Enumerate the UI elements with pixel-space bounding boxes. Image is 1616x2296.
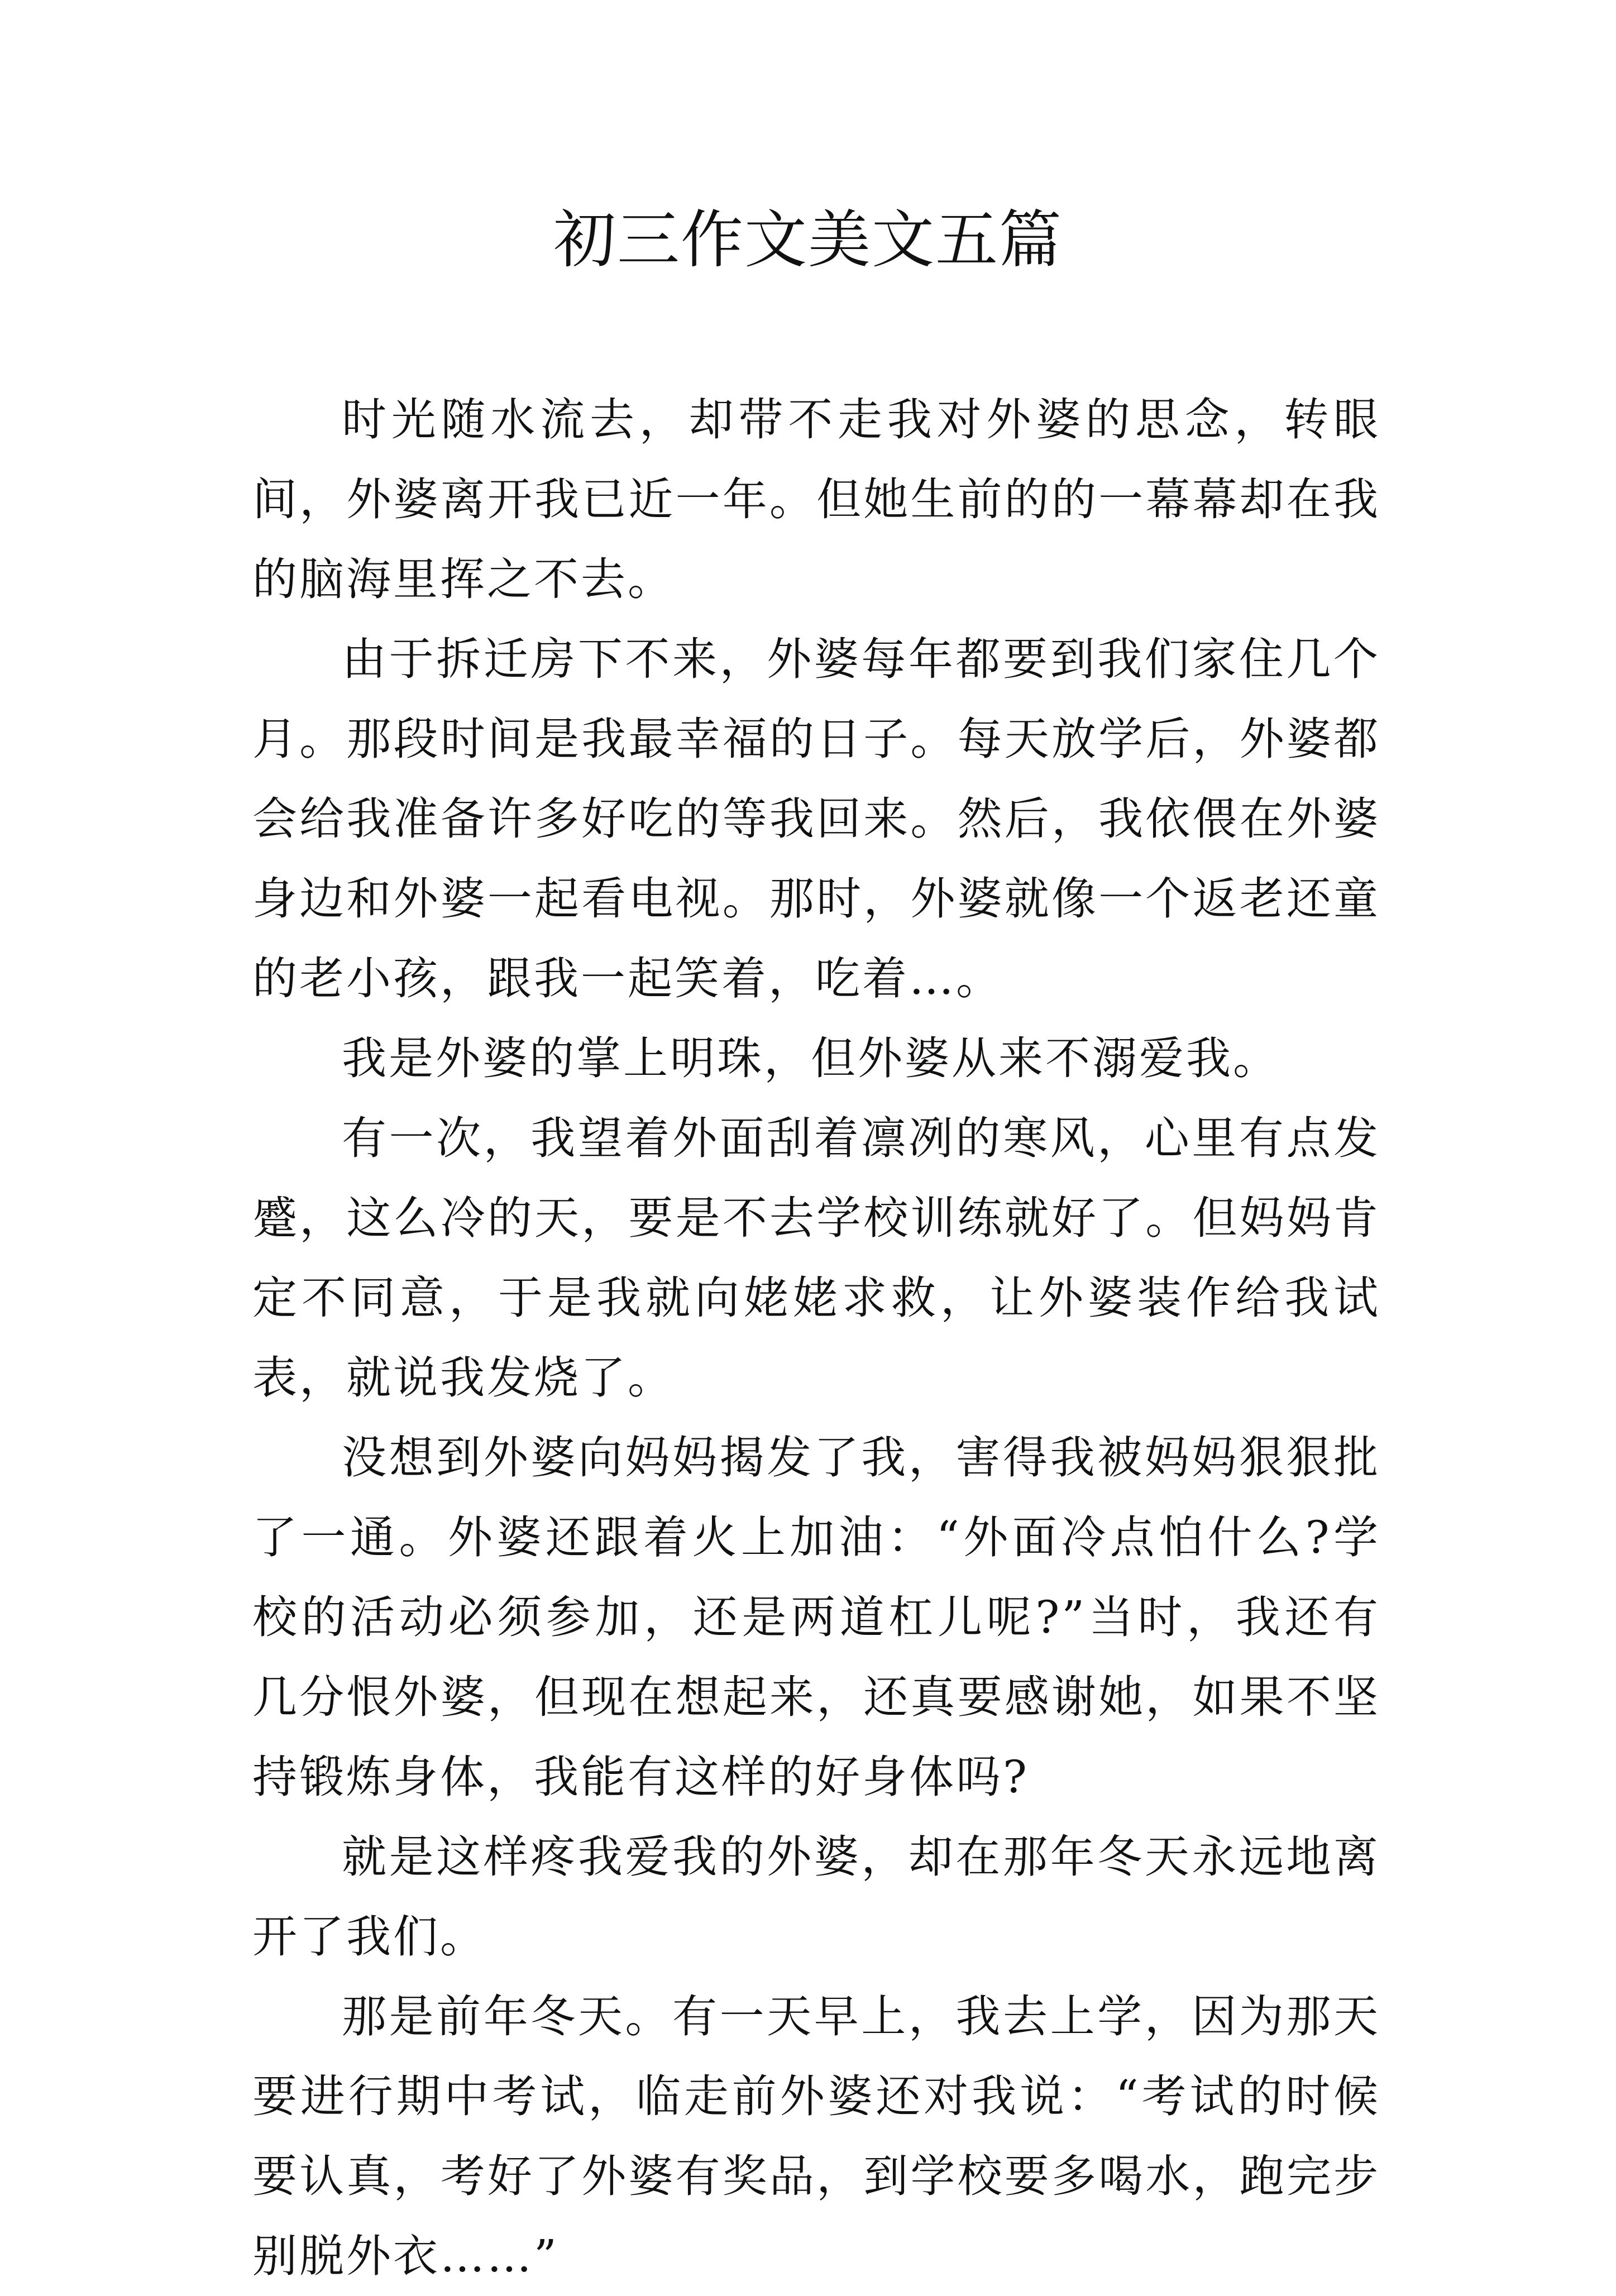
paragraph: 时光随水流去，却带不走我对外婆的思念，转眼间，外婆离开我已近一年。但她生前的的一幕幕却在我的脑海里挥之不去。 xyxy=(252,394,1380,605)
paragraph: 就是这样疼我爱我的外婆，却在那年冬天永远地离开了我们。 xyxy=(252,1831,1380,1963)
document-body xyxy=(252,380,1380,2296)
paragraph: 那是前年冬天。有一天早上，我去上学，因为那天要进行期中考试，临走前外婆还对我说：“考试的时候要认真，考好了外婆有奖品，到学校要多喝水，跑完步别脱外衣……” xyxy=(252,1991,1380,2282)
paragraph: 有一次，我望着外面刮着凛冽的寒风，心里有点发蹙，这么冷的天，要是不去学校训练就好了。但妈妈肯定不同意，于是我就向姥姥求救，让外婆装作给我试表，就说我发烧了。 xyxy=(252,1112,1380,1404)
paragraph: 由于拆迁房下不来，外婆每年都要到我们家住几个月。那段时间是我最幸福的日子。每天放学后，外婆都会给我准备许多好吃的等我回来。然后，我依偎在外婆身边和外婆一起看电视。那时，外婆就像一个返老还童的老小孩，跟我一起笑着，吃着…。 xyxy=(252,633,1380,1004)
paragraph: 我是外婆的掌上明珠，但外婆从来不溺爱我。 xyxy=(342,1032,1280,1084)
paragraph: 没想到外婆向妈妈揭发了我，害得我被妈妈狠狠批了一通。外婆还跟着火上加油：“外面冷点怕什么?学校的活动必须参加，还是两道杠儿呢?”当时，我还有几分恨外婆，但现在想起来，还真要感谢她，如果不坚持锻炼身体，我能有这样的好身体吗? xyxy=(252,1432,1380,1803)
document-title: 初三作文美文五篇 xyxy=(553,204,1063,276)
